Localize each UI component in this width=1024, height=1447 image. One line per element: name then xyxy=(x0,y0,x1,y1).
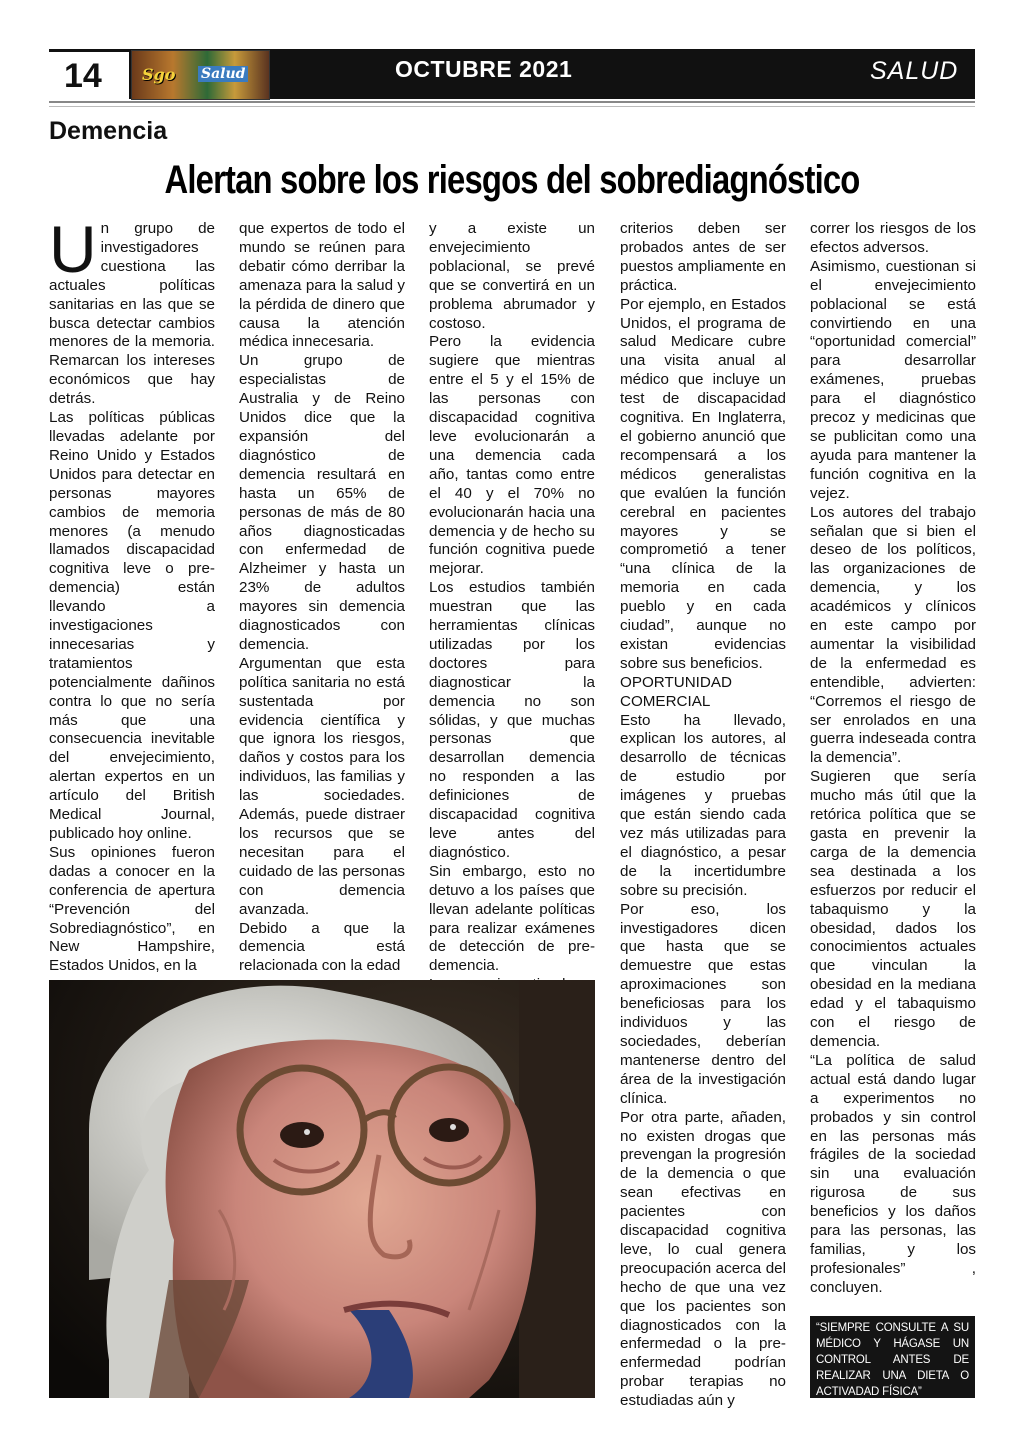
article-column-1 xyxy=(49,212,215,976)
page-number: 14 xyxy=(64,57,102,95)
paragraph: Los estudios también muestran que las herramientas clínicas utilizadas por los doctores para diagnosticar la demencia no son sólidas, y que muchas personas que desarrollan demencia no responden a las definiciones de discapacidad cognitiva leve antes del diagnóstico. xyxy=(429,579,595,861)
article-headline: Alertan sobre los riesgos del sobrediagnóstico xyxy=(164,158,860,202)
paragraph: Por otra parte, añaden, no existen drogas que prevengan la progresión de la demencia o que sean efectivas en pacientes con discapacidad cognitiva leve, lo cual genera preocupación acerca del hecho de que una vez que los pacientes son diagnosticados con la enfermedad o la pre-enfermedad podrían probar terapias no estudiadas aún y xyxy=(620,1108,786,1410)
header-rule xyxy=(49,101,975,103)
paragraph: y a existe un envejecimiento poblacional, se prevé que se convertirá en un problema abrumador y costoso. xyxy=(429,220,595,332)
paragraph: Sugieren que sería mucho más útil que la retórica política que se gasta en prevenir la carga de la demencia sea destinada a los esfuerzos por reducir el tabaquismo y la obesidad, dados los conocimientos actuales que vinculan la obesidad en la mediana edad y el tabaquismo con el riesgo de demencia. xyxy=(810,768,976,1050)
paragraph: Por ejemplo, en Estados Unidos, el programa de salud Medicare cubre una visita anual al médico que incluye un test de discapacidad cognitiva. En Inglaterra, el gobierno anunció que recompensará a los médicos generalistas que evalúen la función cerebral en pacientes mayores y se comprometió a tener “una clínica de la memoria en cada pueblo y en cada ciudad”, aunque no existan evidencias sobre sus beneficios. xyxy=(620,295,786,672)
paragraph: Los autores del trabajo señalan que si bien el deseo de los políticos, las organizaciones de demencia, y los académicos y clínicos en este campo por aumentar la visibilidad de la enfermedad es entendible, advierten: “Corremos el riesgo de ser enrolados en una guerra indeseada contra la demencia”. xyxy=(810,503,976,767)
article-photo-elderly-woman xyxy=(49,980,595,1398)
paragraph: Sus opiniones fueron dadas a conocer en la conferencia de apertura “Prevención del Sobrediagnóstico”, en New Hampshire, Estados Unidos, en la xyxy=(49,843,215,975)
header-rule-thin xyxy=(49,106,975,107)
paragraph: que expertos de todo el mundo se reúnen para debatir cómo derribar la amenaza para la salud y la pérdida de dinero que causa la atención médica innecesaria. xyxy=(239,220,405,351)
advice-quote-box: “SIEMPRE CONSULTE A SU MÉDICO Y HÁGASE UN CONTROL ANTES DE REALIZAR UNA DIETA O ACTIVADAD FÍSICA” xyxy=(810,1316,975,1398)
publication-logo xyxy=(131,50,270,100)
article-column-2 xyxy=(239,220,405,976)
article-column-5 xyxy=(810,220,976,1298)
paragraph: Asimismo, cuestionan si el envejecimiento poblacional se está convirtiendo en una “oportunidad comercial” para desarrollar exámenes, pruebas para el diagnóstico precoz y medicinas que se publicitan como una ayuda para mantener la función cognitiva en la vejez. xyxy=(810,257,976,502)
paragraph: Esto ha llevado, explican los autores, al desarrollo de técnicas de estudio por imágenes y pruebas que están siendo cada vez más utilizadas para el diagnóstico, a pesar de la incertidumbre sobre su precisión. xyxy=(620,711,786,899)
paragraph: correr los riesgos de los efectos adversos. xyxy=(810,220,976,256)
paragraph: Pero la evidencia sugiere que mientras entre el 5 y el 15% de las personas con discapacidad cognitiva leve evolucionarán a una demencia cada año, tantas como entre el 40 y el 70% no evolucionarán hacia una demencia y de hecho su función cognitiva puede mejorar. xyxy=(429,333,595,578)
drop-cap: U xyxy=(49,212,97,286)
paragraph: Argumentan que esta política sanitaria no está sustentada por evidencia científica y que ignora los riesgos, daños y costos para los individuos, las familias y las sociedades. Además, puede distraer los recursos que se necesitan para el cuidado de las personas con demencia avanzada. xyxy=(239,654,405,918)
article-column-4 xyxy=(620,220,786,1411)
section-name: SALUD xyxy=(870,57,959,85)
paragraph: Sin embargo, esto no detuvo a los países que llevan adelante políticas para realizar exámenes de detección de pre-demencia. xyxy=(429,862,595,975)
article-subhead: OPORTUNIDAD COMERCIAL xyxy=(620,673,732,710)
issue-date: OCTUBRE 2021 xyxy=(395,56,573,82)
paragraph: “La política de salud actual está dando lugar a experimentos no probados y sin control en las personas más frágiles de la sociedad sin una evaluación rigurosa de sus beneficios y los daños para las personas, las familias, y los profesionales” , concluyen. xyxy=(810,1051,976,1296)
logo-text-sgo: Sgo xyxy=(142,65,176,84)
paragraph: Las políticas públicas llevadas adelante por Reino Unido y Estados Unidos para detectar en personas mayores cambios de memoria menores (a menudo llamados discapacidad cognitiva leve o pre-demencia) están llevando a investigaciones innecesarias y tratamientos potencialmente dañinos contra lo que no sería más que una consecuencia inevitable del envejecimiento, alertan expertos en un artículo del British Medical Journal, publicado hoy online. xyxy=(49,409,215,842)
paragraph: Un grupo de especialistas de Australia y de Reino Unidos dice que la expansión del diagnóstico de demencia resultará en hasta un 65% de personas de más de 80 años diagnosticadas con enfermedad de Alzheimer y hasta un 23% de adultos mayores sin demencia diagnosticados con demencia. xyxy=(239,352,405,653)
article-column-3 xyxy=(429,220,595,1014)
paragraph: Debido a que la demencia está relacionada con la edad xyxy=(239,919,405,975)
paragraph: Un grupo de investigadores cuestiona las actuales políticas sanitarias en las que se busca detectar cambios menores de la memoria. Remarcan los intereses económicos que hay detrás. xyxy=(49,212,215,408)
photo-illustration xyxy=(49,980,595,1398)
article-kicker: Demencia xyxy=(49,117,168,145)
paragraph: Por eso, los investigadores dicen que hasta que se demuestre que estas aproximaciones son beneficiosas para los individuos y las sociedades, deberían mantenerse dentro del área de la investigación clínica. xyxy=(620,900,786,1107)
logo-text-salud: Salud xyxy=(198,66,248,82)
paragraph: criterios deben ser probados antes de ser puestos ampliamente en práctica. xyxy=(620,220,786,294)
